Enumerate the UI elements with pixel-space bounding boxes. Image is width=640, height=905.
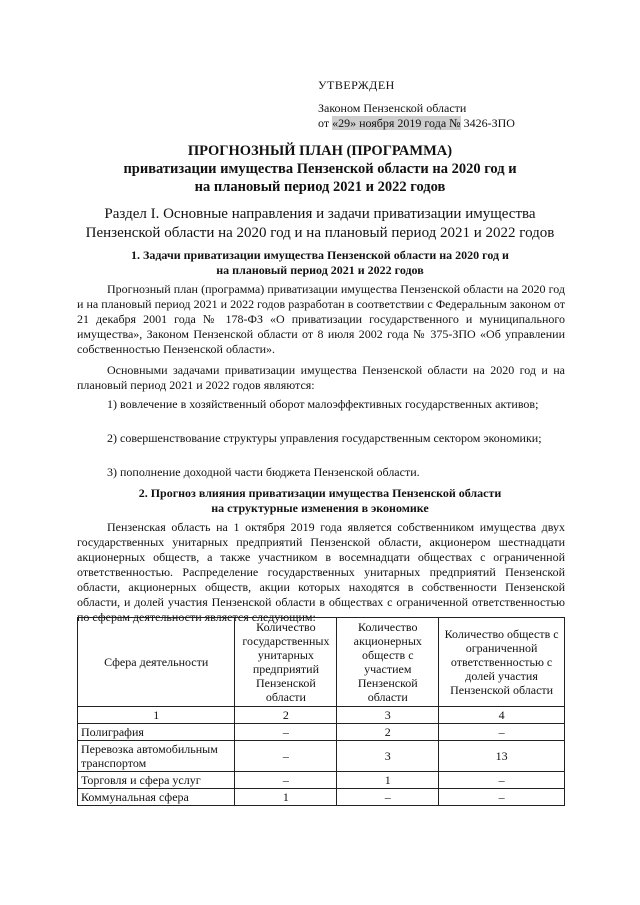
- table-row: [78, 772, 565, 789]
- approval-number: 3426-ЗПО: [460, 116, 515, 130]
- approval-law: Законом Пензенской области: [318, 101, 467, 115]
- paragraph-ownership-text: Пензенская область на 1 октября 2019 года является собственником имущества двух государственных унитарных предприятий Пензенской области, акционером шестнадцати акционерных обществ, а также участником в восемнадцати обществах с ограниченной ответственностью. Распределение государственных унитарных предприятий Пензенской области, акционерных обществ, акции которых находятся в собственности Пензенской области, и долей участия Пензенской области в обществах с ограниченной ответственностью по сферам деятельности является следующим:: [77, 520, 565, 624]
- table-cell: 1: [78, 707, 235, 724]
- subsection-1-line-1: 1. Задачи приватизации имущества Пензенской области на 2020 год и: [131, 248, 509, 262]
- table-cell: 13: [439, 741, 565, 772]
- subsection-2-line-1: 2. Прогноз влияния приватизации имущества Пензенской области: [138, 486, 502, 500]
- table-cell: 1: [235, 789, 337, 806]
- table-cell: 2: [337, 724, 439, 741]
- paragraph-tasks-intro: [77, 363, 565, 393]
- section-heading: [0, 205, 640, 243]
- table-cell: 4: [439, 707, 565, 724]
- title-line-2: приватизации имущества Пензенской области на 2020 год и: [123, 161, 517, 177]
- paragraph-ownership: [77, 520, 565, 625]
- document-title: [0, 142, 640, 196]
- table-row: [78, 789, 565, 806]
- approval-title: УТВЕРЖДЕН: [318, 78, 395, 92]
- table-cell: –: [439, 772, 565, 789]
- list-item-text: 3) пополнение доходной части бюджета Пензенской области.: [107, 465, 420, 479]
- subsection-2-heading: [0, 486, 640, 516]
- subsection-1-line-2: на плановый период 2021 и 2022 годов: [216, 263, 424, 277]
- table-cell: –: [337, 789, 439, 806]
- paragraph-plan-basis-text: Прогнозный план (программа) приватизации имущества Пензенской области на 2020 год и на плановый период 2021 и 2022 годов разработан в соответствии с Федеральным законом от 21 декабря 2001 года № 178-ФЗ «О приватизации государственного и муниципального имущества», Законом Пензенской области от 8 июля 2002 года № 375-ЗПО «Об управлении собственностью Пензенской области».: [77, 282, 565, 356]
- table-header-cell: Количество государственных унитарных предприятий Пензенской области: [235, 618, 337, 707]
- table-cell: –: [439, 724, 565, 741]
- list-item: [77, 397, 565, 412]
- table-row: [78, 724, 565, 741]
- table-row: [78, 741, 565, 772]
- table-cell: –: [235, 724, 337, 741]
- approval-date: «29» ноября 2019 года №: [332, 116, 461, 130]
- title-line-3: на плановый период 2021 и 2022 годов: [194, 179, 446, 195]
- paragraph-tasks-intro-text: Основными задачами приватизации имущества Пензенской области на 2020 год и на плановый период 2021 и 2022 годов являются:: [77, 363, 565, 392]
- section-line-1: Раздел I. Основные направления и задачи приватизации имущества: [104, 206, 536, 222]
- list-item: [77, 465, 565, 480]
- approval-date-prefix: от: [318, 116, 333, 130]
- table-cell: Полиграфия: [78, 724, 235, 741]
- title-line-1: ПРОГНОЗНЫЙ ПЛАН (ПРОГРАММА): [187, 143, 453, 159]
- activity-table: [77, 617, 565, 806]
- subsection-1-heading: [0, 248, 640, 278]
- approval-block: [318, 78, 515, 131]
- table-header-cell: Сфера деятельности: [78, 618, 235, 707]
- approval-date-line: [318, 116, 515, 131]
- table-header-cell: Количество обществ с ограниченной ответственностью с долей участия Пензенской области: [439, 618, 565, 707]
- table-cell: Перевозка автомобильным транспортом: [78, 741, 235, 772]
- table-cell: Коммунальная сфера: [78, 789, 235, 806]
- table-cell: –: [439, 789, 565, 806]
- section-line-2: Пензенской области на 2020 год и на плановый период 2021 и 2022 годов: [85, 225, 555, 241]
- table-cell: 2: [235, 707, 337, 724]
- table-number-row: [78, 707, 565, 724]
- table-cell: –: [235, 772, 337, 789]
- table-cell: 3: [337, 741, 439, 772]
- table-header-row: [78, 618, 565, 707]
- list-item-text: 1) вовлечение в хозяйственный оборот малоэффективных государственных активов;: [107, 397, 539, 411]
- list-item-text: 2) совершенствование структуры управления государственным сектором экономики;: [107, 431, 542, 445]
- table-header-cell: Количество акционерных обществ с участием Пензенской области: [337, 618, 439, 707]
- list-item: [77, 431, 565, 446]
- paragraph-plan-basis: [77, 282, 565, 357]
- subsection-2-line-2: на структурные изменения в экономике: [211, 501, 429, 515]
- table-cell: Торговля и сфера услуг: [78, 772, 235, 789]
- table-cell: 3: [337, 707, 439, 724]
- table-cell: –: [235, 741, 337, 772]
- table-cell: 1: [337, 772, 439, 789]
